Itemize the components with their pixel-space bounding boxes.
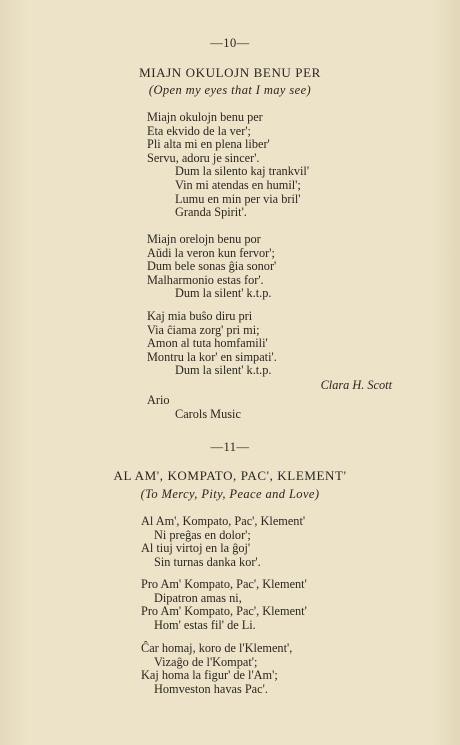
verse-line: Montru la kor' en simpati'.	[147, 349, 277, 364]
verse-line: Pro Am' Kompato, Pac', Klement'	[141, 577, 307, 591]
verse-line: Dum bele sonas ĝia sonor'	[147, 259, 277, 274]
verse-line: Amon al tuta homfamili'	[147, 336, 268, 351]
tune-name: Carols Music	[175, 407, 241, 421]
verse-line: Pli alta mi en plena liber'	[147, 137, 270, 152]
refrain-line: Dum la silent' k.t.p.	[175, 363, 272, 378]
refrain-line: Lumu en min per via bril'	[175, 191, 301, 206]
verse-line: Dipatron amas ni,	[154, 590, 242, 605]
song-title-2: AL AM', KOMPATO, PAC', KLEMENT'	[113, 468, 347, 483]
refrain-line: Vin mi atendas en humil';	[175, 177, 301, 192]
song-subtitle-1: (Open my eyes that I may see)	[148, 83, 312, 97]
verse-line: Vizaĝo de l'Kompat';	[154, 654, 258, 669]
verse-line: Kaj homa la figur' de l'Am';	[141, 668, 278, 683]
author-credit: Clara H. Scott	[320, 378, 392, 392]
verse-line: Pro Am' Kompato, Pac', Klement'	[141, 604, 307, 619]
verse-line: Miajn okulojn benu per	[147, 110, 263, 124]
stanza-2	[147, 233, 276, 301]
verse-line: Sin turnas danka kor'.	[154, 554, 261, 569]
verse-line: Via ĉiama zorg' pri mi;	[147, 322, 260, 337]
song-title-1: MIAJN OKULOJN BENU PER	[139, 65, 321, 80]
stanza-3	[147, 310, 277, 378]
page-number-10: —10—	[210, 36, 250, 50]
verse-line: Eta ekvido de la ver';	[147, 123, 251, 138]
stanza-2-2	[141, 578, 307, 632]
verse-line: Hom' estas fil' de Li.	[154, 617, 256, 632]
verse-line: Homveston havas Pac'.	[154, 681, 268, 696]
tune-credit	[147, 393, 241, 421]
stanza-2-1	[141, 515, 305, 569]
verse-line: Miajn orelojn benu por	[147, 232, 261, 246]
page-number-11: —11—	[210, 440, 250, 454]
verse-line: Kaj mia buŝo diru pri	[147, 309, 253, 323]
verse-line: Aŭdi la veron kun fervor';	[147, 245, 275, 260]
stanza-1	[147, 111, 309, 220]
song-subtitle-2: (To Mercy, Pity, Peace and Love)	[140, 487, 320, 501]
verse-line: Servu, adoru je sincer'.	[147, 150, 260, 165]
verse-line: Ĉar homaj, koro de l'Klement',	[141, 641, 293, 655]
tune-label: Ario	[147, 393, 170, 407]
refrain-line: Granda Spirit'.	[175, 205, 247, 220]
verse-line: Ni preĝas en dolor';	[154, 527, 251, 542]
verse-line: Al tiuj virtoj en la ĝoj'	[141, 541, 251, 556]
refrain-line: Dum la silento kaj trankvil'	[175, 164, 310, 179]
verse-line: Al Am', Kompato, Pac', Klement'	[141, 514, 306, 528]
refrain-line: Dum la silent' k.t.p.	[175, 286, 272, 301]
verse-line: Malharmonio estas for'.	[147, 272, 264, 287]
stanza-2-3	[141, 642, 292, 696]
